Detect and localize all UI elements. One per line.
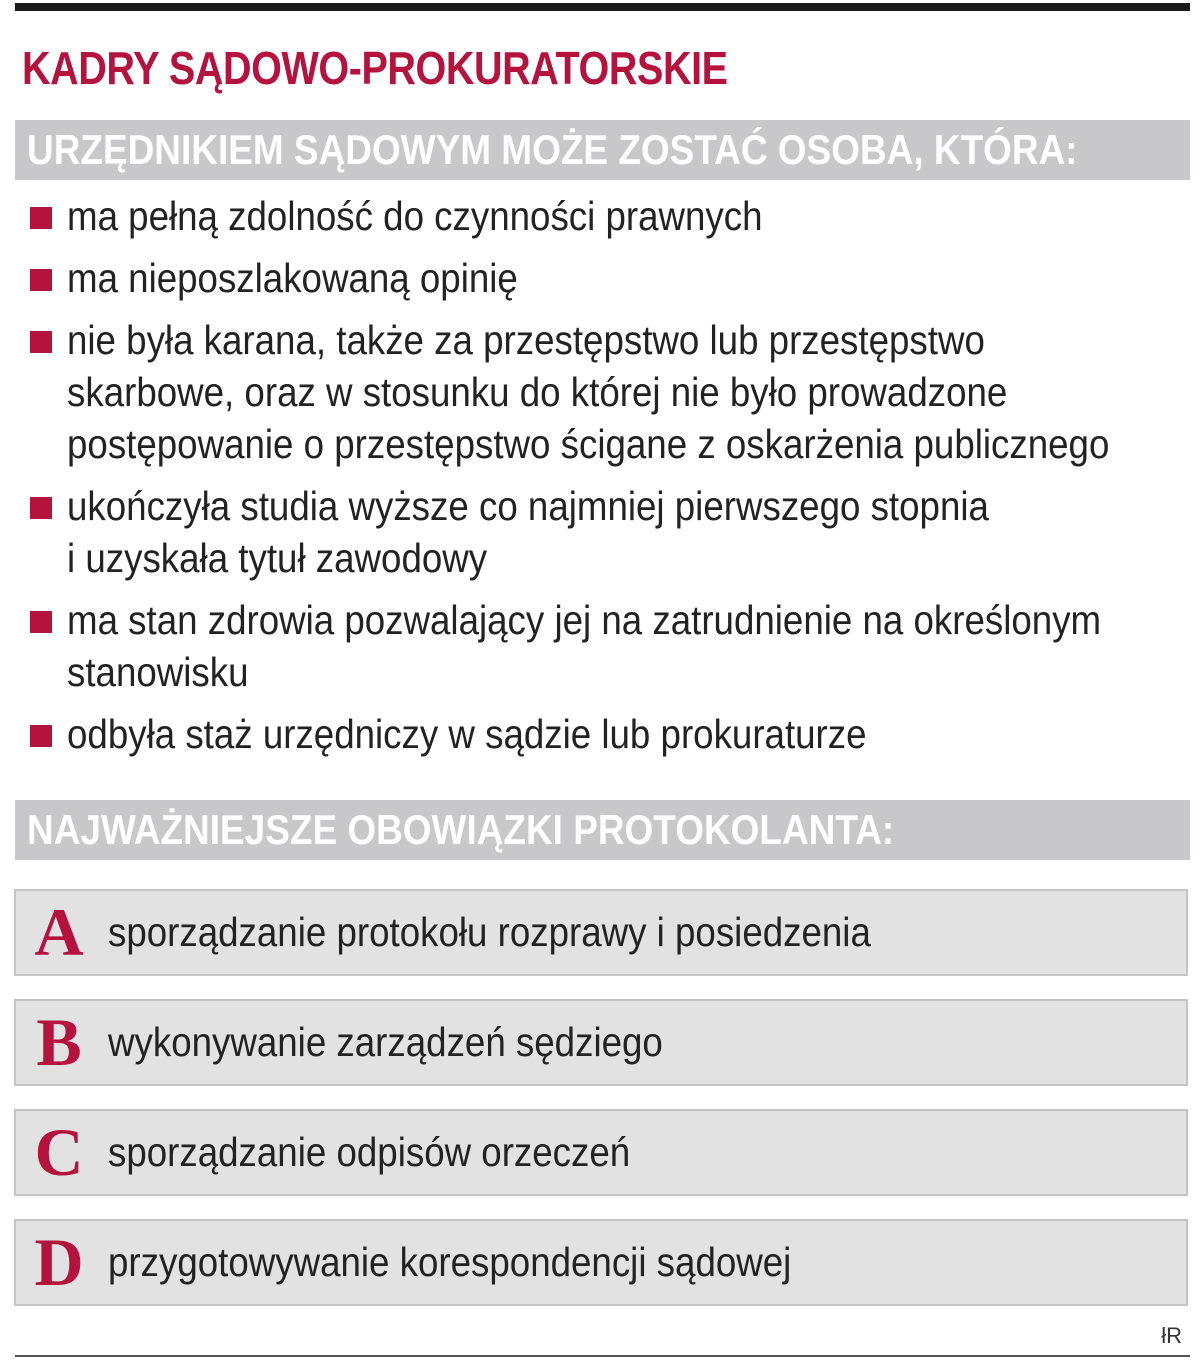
duty-text: przygotowywanie korespondencji sądowej [108, 1239, 792, 1285]
requirements-list [30, 190, 1190, 770]
duty-item-b [14, 999, 1188, 1086]
list-item-line: ma stan zdrowia pozwalający jej na zatrudnienie na określonym [67, 597, 1102, 643]
square-bullet-icon [30, 725, 52, 747]
list-item-line: nie była karana, także za przestępstwo lub przestępstwo [67, 317, 985, 363]
list-item-line: ma nieposzlakowaną opinię [67, 255, 518, 301]
list-item [30, 594, 1190, 698]
square-bullet-icon [30, 611, 52, 633]
top-rule [15, 3, 1190, 11]
list-item-line: stanowisku [67, 649, 249, 695]
square-bullet-icon [30, 497, 52, 519]
duties-heading: NAJWAŻNIEJSZE OBOWIĄZKI PROTOKOLANTA: [27, 806, 895, 853]
list-item [30, 314, 1190, 470]
list-item-line: postępowanie o przestępstwo ścigane z oskarżenia publicznego [67, 421, 1110, 467]
duty-item-d [14, 1219, 1188, 1306]
list-item [30, 480, 1190, 584]
duty-item-a [14, 889, 1188, 976]
duty-item-c [14, 1109, 1188, 1196]
duty-letter: D [34, 1224, 84, 1300]
duty-text: sporządzanie protokołu rozprawy i posiedzenia [108, 909, 871, 955]
square-bullet-icon [30, 269, 52, 291]
requirements-heading-bar [15, 120, 1190, 180]
list-item [30, 252, 1190, 304]
source-credit: łR [1161, 1323, 1182, 1348]
requirements-heading: URZĘDNIKIEM SĄDOWYM MOŻE ZOSTAĆ OSOBA, KTÓRA: [27, 126, 1078, 173]
duties-heading-bar [15, 800, 1190, 860]
page-title: KADRY SĄDOWO-PROKURATORSKIE [22, 42, 728, 94]
duty-letter: A [34, 894, 84, 970]
square-bullet-icon [30, 331, 52, 353]
bottom-rule [15, 1355, 1190, 1357]
list-item-line: ukończyła studia wyższe co najmniej pierwszego stopnia [67, 483, 989, 529]
list-item-line: odbyła staż urzędniczy w sądzie lub prokuraturze [67, 711, 867, 757]
duty-letter: B [36, 1004, 82, 1080]
list-item-line: ma pełną zdolność do czynności prawnych [67, 193, 763, 239]
square-bullet-icon [30, 207, 52, 229]
list-item [30, 190, 1190, 242]
list-item-line: i uzyskała tytuł zawodowy [67, 535, 488, 581]
duty-text: sporządzanie odpisów orzeczeń [108, 1129, 631, 1175]
duty-text: wykonywanie zarządzeń sędziego [108, 1019, 663, 1065]
list-item-line: skarbowe, oraz w stosunku do której nie było prowadzone [67, 369, 1008, 415]
duty-letter: C [34, 1114, 84, 1190]
list-item [30, 708, 1190, 760]
